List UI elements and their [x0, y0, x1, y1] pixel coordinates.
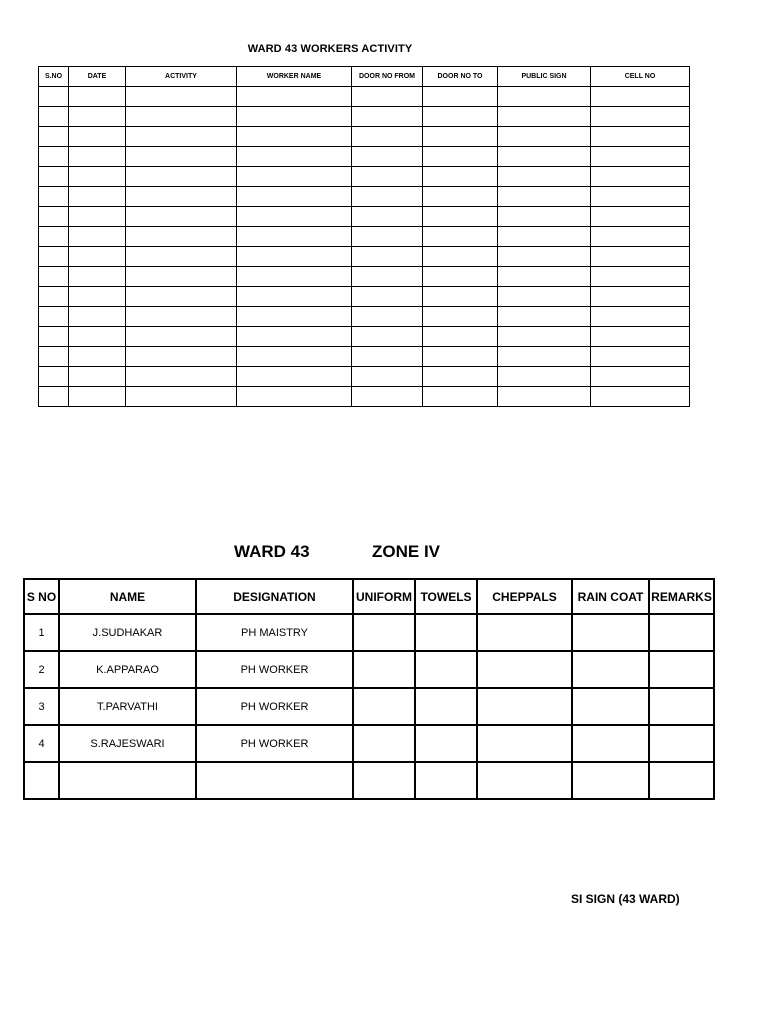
blank-cell [126, 187, 237, 207]
blank-cell [591, 167, 690, 187]
rain-coat-cell [572, 725, 649, 762]
blank-cell [591, 107, 690, 127]
table-row [39, 327, 690, 347]
towels-cell [415, 651, 477, 688]
blank-cell [352, 267, 423, 287]
table-row [39, 107, 690, 127]
blank-cell [126, 267, 237, 287]
blank-cell [591, 227, 690, 247]
blank-cell [237, 147, 352, 167]
blank-cell [591, 247, 690, 267]
towels-cell [415, 688, 477, 725]
blank-cell [126, 167, 237, 187]
rain-coat-cell [572, 688, 649, 725]
table-row [24, 651, 714, 688]
blank-cell [423, 347, 498, 367]
row-sno: 1 [24, 614, 59, 651]
column-header-cheppals: CHEPPALS [477, 579, 572, 614]
blank-cell [126, 207, 237, 227]
blank-cell [237, 167, 352, 187]
blank-cell [352, 187, 423, 207]
blank-cell [126, 247, 237, 267]
cheppals-cell [477, 762, 572, 799]
blank-cell [423, 247, 498, 267]
blank-cell [39, 87, 69, 107]
cheppals-cell [477, 725, 572, 762]
blank-cell [591, 327, 690, 347]
cheppals-cell [477, 651, 572, 688]
column-header-name: NAME [59, 579, 196, 614]
blank-cell [39, 387, 69, 407]
blank-cell [352, 287, 423, 307]
rain-coat-cell [572, 614, 649, 651]
blank-cell [591, 347, 690, 367]
uniform-cell [353, 762, 415, 799]
blank-cell [237, 287, 352, 307]
uniform-cell [353, 725, 415, 762]
blank-cell [69, 387, 126, 407]
table-row [39, 287, 690, 307]
blank-cell [591, 267, 690, 287]
blank-cell [237, 367, 352, 387]
blank-cell [39, 227, 69, 247]
blank-cell [69, 107, 126, 127]
blank-cell [126, 287, 237, 307]
blank-cell [237, 187, 352, 207]
blank-cell [498, 127, 591, 147]
row-designation: PH WORKER [196, 651, 353, 688]
row-name: J.SUDHAKAR [59, 614, 196, 651]
blank-cell [39, 147, 69, 167]
column-header-sno: S.NO [39, 67, 69, 87]
blank-cell [423, 327, 498, 347]
blank-cell [498, 107, 591, 127]
blank-cell [591, 307, 690, 327]
blank-cell [498, 387, 591, 407]
blank-cell [498, 347, 591, 367]
blank-cell [423, 227, 498, 247]
blank-cell [352, 147, 423, 167]
blank-cell [69, 227, 126, 247]
issue-header-row [24, 579, 714, 614]
issue-items-table [23, 578, 715, 800]
blank-cell [237, 307, 352, 327]
towels-cell [415, 762, 477, 799]
blank-cell [352, 227, 423, 247]
row-name: S.RAJESWARI [59, 725, 196, 762]
remarks-cell [649, 688, 714, 725]
blank-cell [237, 267, 352, 287]
blank-cell [498, 247, 591, 267]
blank-cell [39, 167, 69, 187]
table-row [39, 367, 690, 387]
blank-cell [237, 327, 352, 347]
blank-cell [39, 107, 69, 127]
column-header-door-no-to: DOOR NO TO [423, 67, 498, 87]
column-header-designation: DESIGNATION [196, 579, 353, 614]
activity-table-body [39, 87, 690, 407]
blank-cell [69, 287, 126, 307]
table-row [39, 387, 690, 407]
blank-cell [423, 107, 498, 127]
blank-cell [126, 347, 237, 367]
blank-cell [591, 367, 690, 387]
ward-label: WARD 43 [234, 542, 310, 561]
blank-cell [591, 127, 690, 147]
blank-cell [69, 147, 126, 167]
blank-cell [39, 367, 69, 387]
blank-cell [423, 207, 498, 227]
cheppals-cell [477, 688, 572, 725]
blank-cell [126, 87, 237, 107]
table-row [39, 147, 690, 167]
row-name: T.PARVATHI [59, 688, 196, 725]
blank-cell [352, 167, 423, 187]
blank-cell [237, 227, 352, 247]
column-header-remarks: REMARKS [649, 579, 714, 614]
blank-cell [126, 327, 237, 347]
column-header-worker-name: WORKER NAME [237, 67, 352, 87]
rain-coat-cell [572, 651, 649, 688]
blank-cell [237, 347, 352, 367]
row-sno [24, 762, 59, 799]
towels-cell [415, 614, 477, 651]
blank-cell [237, 107, 352, 127]
blank-cell [591, 87, 690, 107]
blank-cell [39, 327, 69, 347]
blank-cell [126, 307, 237, 327]
blank-cell [423, 387, 498, 407]
blank-cell [69, 307, 126, 327]
blank-cell [352, 327, 423, 347]
blank-cell [352, 367, 423, 387]
row-sno: 2 [24, 651, 59, 688]
blank-cell [423, 307, 498, 327]
blank-cell [591, 147, 690, 167]
blank-cell [591, 187, 690, 207]
blank-cell [498, 367, 591, 387]
blank-cell [352, 107, 423, 127]
workers-activity-table [38, 66, 690, 407]
blank-cell [591, 287, 690, 307]
column-header-uniform: UNIFORM [353, 579, 415, 614]
towels-cell [415, 725, 477, 762]
blank-cell [423, 367, 498, 387]
blank-cell [237, 247, 352, 267]
uniform-cell [353, 688, 415, 725]
blank-cell [423, 267, 498, 287]
blank-cell [498, 167, 591, 187]
blank-cell [237, 387, 352, 407]
remarks-cell [649, 651, 714, 688]
blank-cell [352, 347, 423, 367]
blank-cell [352, 307, 423, 327]
blank-cell [352, 127, 423, 147]
blank-cell [498, 187, 591, 207]
blank-cell [352, 87, 423, 107]
blank-cell [69, 87, 126, 107]
remarks-cell [649, 614, 714, 651]
blank-cell [352, 387, 423, 407]
row-designation [196, 762, 353, 799]
row-sno: 4 [24, 725, 59, 762]
blank-cell [39, 267, 69, 287]
blank-cell [126, 147, 237, 167]
zone-label: ZONE IV [372, 542, 441, 561]
blank-cell [39, 247, 69, 267]
blank-cell [237, 127, 352, 147]
table-row [39, 307, 690, 327]
blank-cell [498, 307, 591, 327]
signature-label: SI SIGN (43 WARD) [571, 892, 680, 906]
row-designation: PH WORKER [196, 725, 353, 762]
table-row [24, 725, 714, 762]
column-header-towels: TOWELS [415, 579, 477, 614]
blank-cell [69, 247, 126, 267]
blank-cell [69, 347, 126, 367]
blank-cell [39, 307, 69, 327]
blank-cell [39, 127, 69, 147]
table-row [39, 127, 690, 147]
blank-cell [423, 147, 498, 167]
blank-cell [69, 167, 126, 187]
column-header-activity: ACTIVITY [126, 67, 237, 87]
activity-header-row [39, 67, 690, 87]
table-row [39, 227, 690, 247]
blank-cell [498, 267, 591, 287]
blank-cell [69, 267, 126, 287]
column-header-door-no-from: DOOR NO FROM [352, 67, 423, 87]
blank-cell [498, 87, 591, 107]
blank-cell [39, 187, 69, 207]
blank-cell [69, 207, 126, 227]
blank-cell [423, 187, 498, 207]
blank-cell [126, 127, 237, 147]
table-row [24, 688, 714, 725]
row-designation: PH MAISTRY [196, 614, 353, 651]
row-name [59, 762, 196, 799]
column-header-cell-no: CELL NO [591, 67, 690, 87]
blank-cell [423, 287, 498, 307]
blank-cell [39, 207, 69, 227]
blank-cell [591, 387, 690, 407]
blank-cell [498, 227, 591, 247]
table-row [39, 267, 690, 287]
blank-cell [69, 327, 126, 347]
blank-cell [39, 287, 69, 307]
table-row [24, 762, 714, 799]
cheppals-cell [477, 614, 572, 651]
blank-cell [498, 327, 591, 347]
blank-cell [126, 387, 237, 407]
blank-cell [352, 207, 423, 227]
column-header-rain-coat: RAIN COAT [572, 579, 649, 614]
column-header-public-sign: PUBLIC SIGN [498, 67, 591, 87]
uniform-cell [353, 651, 415, 688]
blank-cell [498, 287, 591, 307]
blank-cell [126, 107, 237, 127]
blank-cell [69, 367, 126, 387]
table-row [39, 347, 690, 367]
table-row [39, 247, 690, 267]
blank-cell [423, 127, 498, 147]
rain-coat-cell [572, 762, 649, 799]
blank-cell [423, 167, 498, 187]
remarks-cell [649, 725, 714, 762]
blank-cell [126, 227, 237, 247]
column-header-date: DATE [69, 67, 126, 87]
blank-cell [237, 207, 352, 227]
row-designation: PH WORKER [196, 688, 353, 725]
blank-cell [69, 127, 126, 147]
blank-cell [352, 247, 423, 267]
column-header-s-no: S NO [24, 579, 59, 614]
table-row [39, 187, 690, 207]
blank-cell [39, 347, 69, 367]
blank-cell [591, 207, 690, 227]
blank-cell [498, 207, 591, 227]
row-name: K.APPARAO [59, 651, 196, 688]
blank-cell [498, 147, 591, 167]
table-row [39, 87, 690, 107]
blank-cell [423, 87, 498, 107]
uniform-cell [353, 614, 415, 651]
row-sno: 3 [24, 688, 59, 725]
activity-sheet-title: WARD 43 WORKERS ACTIVITY [247, 43, 413, 55]
blank-cell [237, 87, 352, 107]
blank-cell [126, 367, 237, 387]
table-row [24, 614, 714, 651]
blank-cell [69, 187, 126, 207]
table-row [39, 167, 690, 187]
table-row [39, 207, 690, 227]
remarks-cell [649, 762, 714, 799]
